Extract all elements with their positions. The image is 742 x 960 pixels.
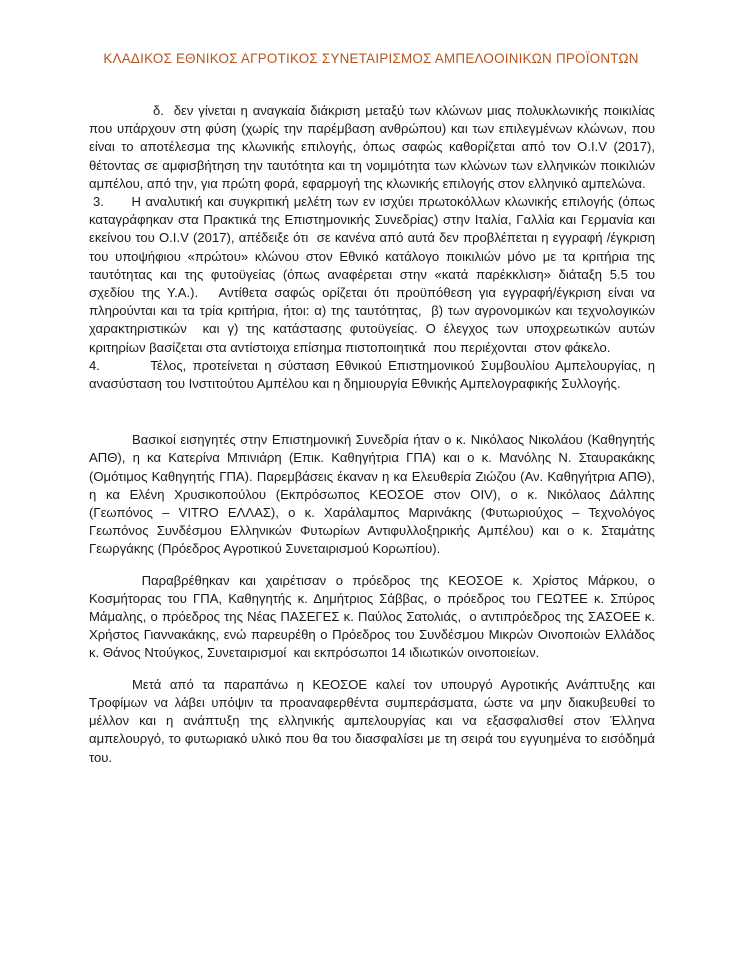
paragraph-attendees: Παραβρέθηκαν και χαιρέτισαν ο πρόεδρος της ΚΕΟΣΟΕ κ. Χρίστος Μάρκου, ο Κοσμήτορας του ΓΠΑ, Καθηγητής κ. Δημήτριος Σάββας, ο πρόεδρος του ΓΕΩΤΕΕ κ. Σπύρος Μάμαλης, ο πρόεδρος της Νέας ΠΑΣΕΓΕΣ κ. Παύλος Σατολιάς, ο αντιπρόεδρος της ΣΑΣΟΕΕ κ. Χρήστος Γιαννακάκης, ενώ παρευρέθη ο Πρόεδρος του Συνδέσμου Μικρών Οινοποιών Ελλάδος κ. Θάνος Ντούγκος, Συνεταιρισμοί και εκπρόσωποι 14 ιδιωτικών οινοποιείων. xyxy=(89,572,659,661)
list-item-label: 3. xyxy=(93,194,104,210)
list-item-label: δ. xyxy=(153,103,164,118)
document-body xyxy=(89,102,663,767)
paragraph-closing: Μετά από τα παραπάνω η ΚΕΟΣΟΕ καλεί τον υπουργό Αγροτικής Ανάπτυξης και Τροφίμων να λάβει υπόψιν τα προαναφερθέντα συμπεράσματα, ώστε να μην διακυβευθεί το μέλλον και η ανάπτυξη της ελληνικής αμπελουργίας και να εξασφαλισθεί στον Έλληνα αμπελουργό, το φυτωριακό υλικό που θα του διασφαλίσει με τη σειρά του εγγυημένα το εισόδημά του. xyxy=(89,676,655,765)
list-item-text: Τέλος, προτείνεται η σύσταση Εθνικού Επιστημονικού Συμβουλίου Αμπελουργίας, η ανασύσταση του Ινστιτούτου Αμπέλου και η δημιουργία Εθνικής Αμπελογραφικής Συλλογής. xyxy=(89,357,659,392)
paragraph-speakers: Βασικοί εισηγητές στην Επιστημονική Συνεδρία ήταν ο κ. Νικόλαος Νικολάου (Καθηγητής ΑΠΘ), η κα Κατερίνα Μπινιάρη (Επικ. Καθηγήτρια ΓΠΑ) και ο κ. Μανόλης Ν. Σταυρακάκης (Ομότιμος Καθηγητής ΓΠΑ). Παρεμβάσεις έκαναν η κα Ελευθερία Ζιώζου (Αν. Καθηγήτρια ΑΠΘ), η κα Ελένη Χρυσικοπούλου (Εκπρόσωπος ΚΕΟΣΟΕ στον OIV), ο κ. Νικόλαος Δάλπης (Γεωπόνος – VITRO ΕΛΛΑΣ), ο κ. Χαράλαμπος Μαρινάκης (Φυτωριούχος – Τεχνολόγος Γεωπόνος Συνδέσμου Ελληνικών Φυτωρίων Αντιφυλλοξηρικής Αμπέλου) και ο κ. Σταμάτης Γεωργάκης (Πρόεδρος Αγροτικού Συνεταιρισμού Κορωπίου). xyxy=(89,432,655,557)
list-item-3 xyxy=(89,193,663,357)
list-item-4 xyxy=(89,357,659,393)
list-item-delta xyxy=(89,102,659,193)
list-item-text: δεν γίνεται η αναγκαία διάκριση μεταξύ των κλώνων μιας πολυκλωνικής ποικιλίας που υπάρχουν στη φύση (χωρίς την παρέμβαση ανθρώπου) και των επιλεγμένων κλώνων, που είναι το αποτέλεσμα της κλωνικής επιλογής, όπως σαφώς καθορίζεται από τον O.I.V (2017), θέτοντας σε αμφισβήτηση την ταυτότητα και τη νομιμότητα των κλώνων των ελληνικών ποικιλιών αμπέλου, από την, για πρώτη φορά, εφαρμογή της κλωνικής επιλογής στον ελληνικό αμπελώνα. xyxy=(89,103,659,191)
list-item-text: Η αναλυτική και συγκριτική μελέτη των εν ισχύει πρωτοκόλλων κλωνικής επιλογής (όπως καταγράφηκαν στα Πρακτικά της Επιστημονικής Συνεδρίας) στην Ιταλία, Γαλλία και Γερμανία και εκείνου του O.I.V (2017), απέδειξε ότι σε κανένα από αυτά δεν προβλέπεται η εγγραφή /έγκριση του υποψήφιου «πρώτου» κλώνου στον Εθνικό κατάλογο ποικιλιών μόνο με τα κριτήρια της ταυτότητας και της φυτοϋγείας (όπως αναφέρεται στην «κατά παρέκκλιση» διάταξη 5.5 του σχεδίου της Υ.Α.). Αντίθετα σαφώς ορίζεται ότι προϋπόθεση για εγγραφή/έγκριση είναι να πληρούνται και τα τρία κριτήρια, ήτοι: α) της ταυτότητας, β) των αγρονομικών και τεχνολογικών χαρακτηριστικών και γ) της κατάστασης φυτοϋγείας. Ο έλεγχος των υποχρεωτικών αυτών κριτηρίων βασίζεται στα αντίστοιχα επίσημα πιστοποιητικά που περιέχονται στον φάκελο. xyxy=(89,194,663,355)
list-item-label: 4. xyxy=(89,357,100,373)
organization-header: ΚΛΑΔΙΚΟΣ ΕΘΝΙΚΟΣ ΑΓΡΟΤΙΚΟΣ ΣΥΝΕΤΑΙΡΙΣΜΟΣ ΑΜΠΕΛΟΟΙΝΙΚΩΝ ΠΡΟΪΟΝΤΩΝ xyxy=(103,51,639,66)
